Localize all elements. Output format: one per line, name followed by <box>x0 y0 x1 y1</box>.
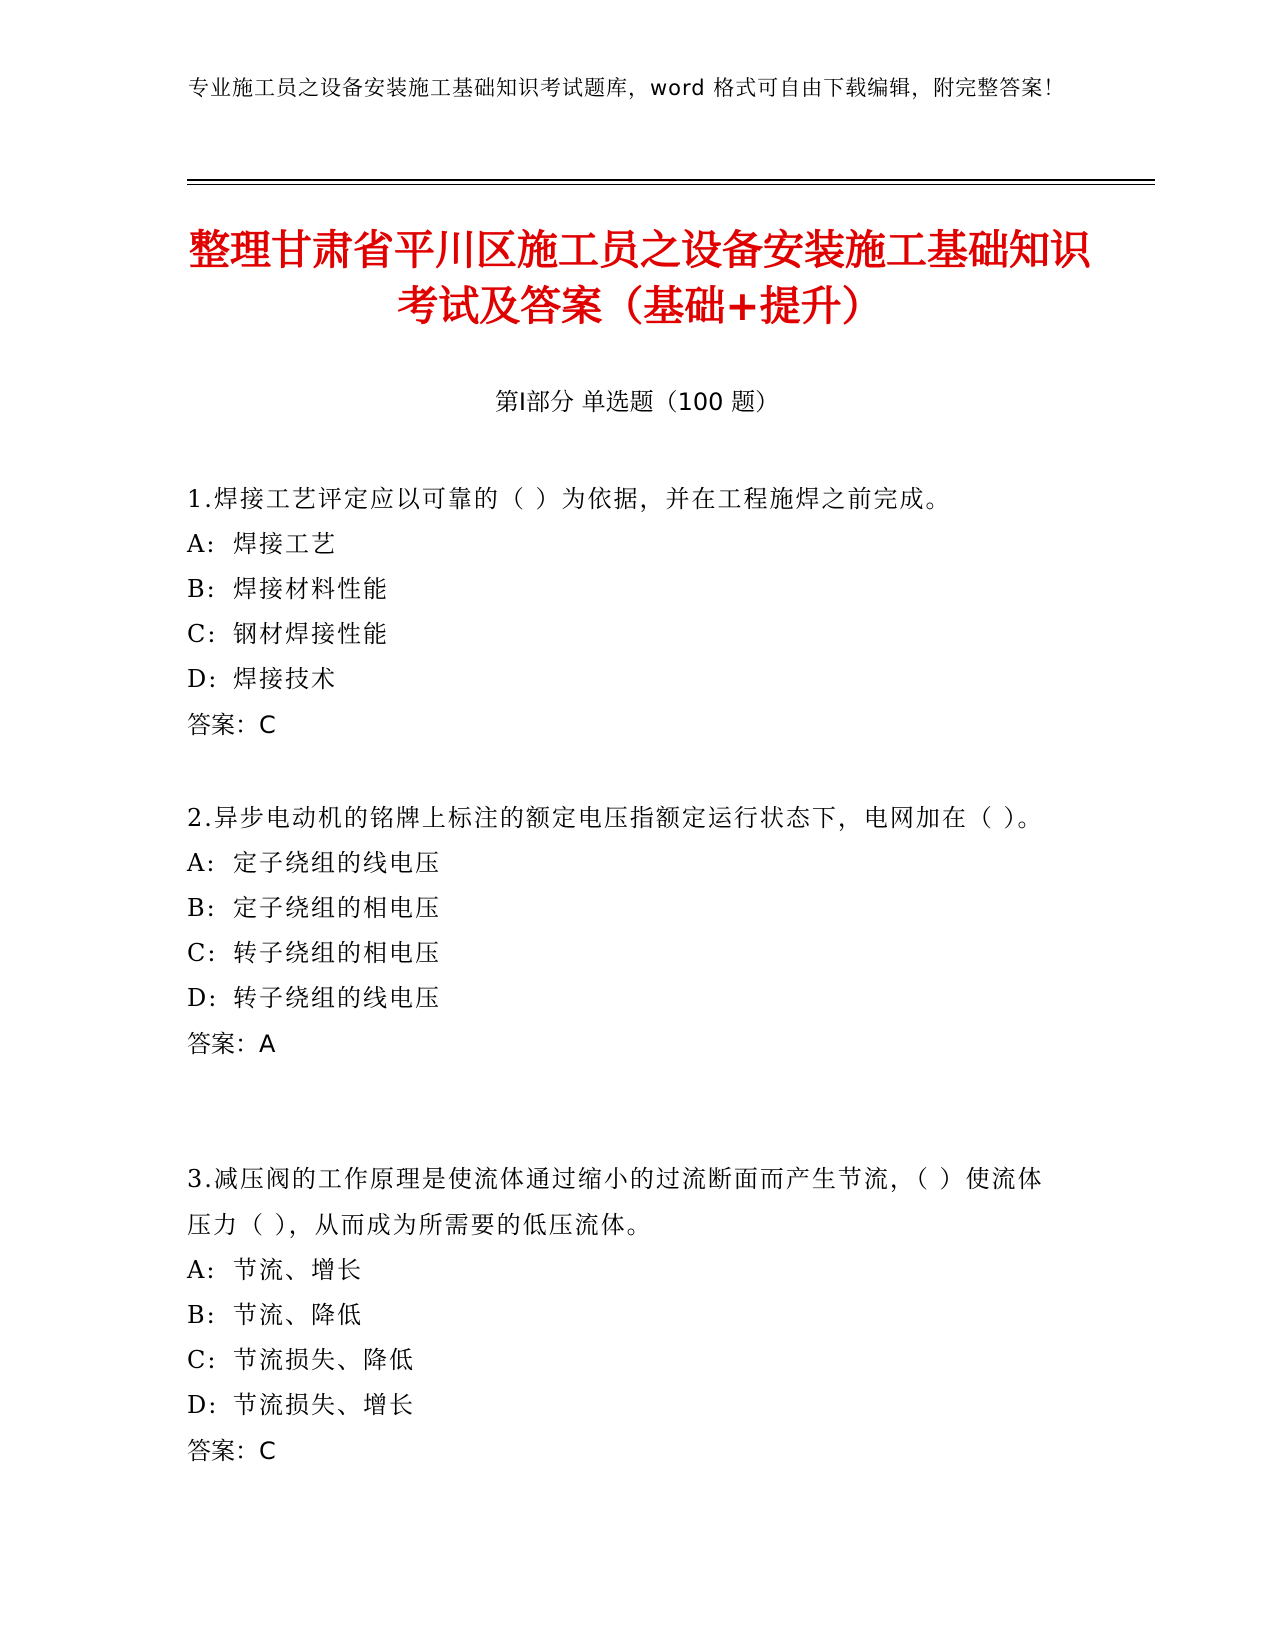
option-text: 钢材焊接性能 <box>233 620 389 648</box>
header-divider-thick <box>187 179 1155 181</box>
option-letter: C: <box>187 1346 218 1374</box>
option-letter: D: <box>187 984 219 1012</box>
section-heading: 第Ⅰ部分 单选题（100 题） <box>494 388 780 416</box>
header-note: 专业施工员之设备安装施工基础知识考试题库，word 格式可自由下载编辑，附完整答案！ <box>188 76 1066 100</box>
option-a <box>187 841 1067 886</box>
option-text: 节流、增长 <box>233 1256 363 1284</box>
answer-line: 答案：C <box>187 1437 276 1465</box>
option-text: 转子绕组的线电压 <box>233 984 441 1012</box>
option-text: 节流、降低 <box>233 1301 363 1329</box>
option-b <box>187 886 1067 931</box>
option-letter: A: <box>187 849 217 877</box>
option-a <box>187 522 1067 567</box>
option-text: 焊接材料性能 <box>233 575 389 603</box>
option-letter: D: <box>187 1391 219 1419</box>
option-text: 焊接工艺 <box>233 530 337 558</box>
option-text: 节流损失、增长 <box>233 1391 415 1419</box>
header-divider-thin <box>187 184 1155 185</box>
question-stem: 2.异步电动机的铭牌上标注的额定电压指额定运行状态下，电网加在（ ）。 <box>187 804 1044 832</box>
option-letter: C: <box>187 939 218 967</box>
option-d <box>187 976 1067 1021</box>
option-d <box>187 1383 1067 1428</box>
option-text: 焊接技术 <box>233 665 337 693</box>
document-title: 整理甘肃省平川区施工员之设备安装施工基础知识考试及答案（基础+提升） <box>189 226 1091 330</box>
answer-line: 答案：A <box>187 1030 276 1058</box>
option-b <box>187 567 1067 612</box>
option-letter: A: <box>187 1256 217 1284</box>
option-c <box>187 931 1067 976</box>
option-c <box>187 612 1067 657</box>
option-text: 定子绕组的相电压 <box>233 894 441 922</box>
answer-line: 答案：C <box>187 711 276 739</box>
option-a <box>187 1248 1067 1293</box>
option-letter: A: <box>187 530 217 558</box>
question-1 <box>187 476 1067 748</box>
question-stem: 1.焊接工艺评定应以可靠的（ ）为依据，并在工程施焊之前完成。 <box>187 485 952 513</box>
option-text: 定子绕组的线电压 <box>233 849 441 877</box>
option-letter: B: <box>187 894 217 922</box>
option-b <box>187 1293 1067 1338</box>
question-stem: 3.减压阀的工作原理是使流体通过缩小的过流断面而产生节流，（ ）使流体压力（ ），从而成为所需要的低压流体。 <box>187 1165 1044 1239</box>
option-text: 节流损失、降低 <box>233 1346 415 1374</box>
option-letter: B: <box>187 575 217 603</box>
option-text: 转子绕组的相电压 <box>233 939 441 967</box>
question-3 <box>187 1156 1067 1474</box>
option-letter: B: <box>187 1301 217 1329</box>
option-letter: C: <box>187 620 218 648</box>
option-letter: D: <box>187 665 219 693</box>
question-2 <box>187 795 1067 1067</box>
option-d <box>187 657 1067 702</box>
option-c <box>187 1338 1067 1383</box>
